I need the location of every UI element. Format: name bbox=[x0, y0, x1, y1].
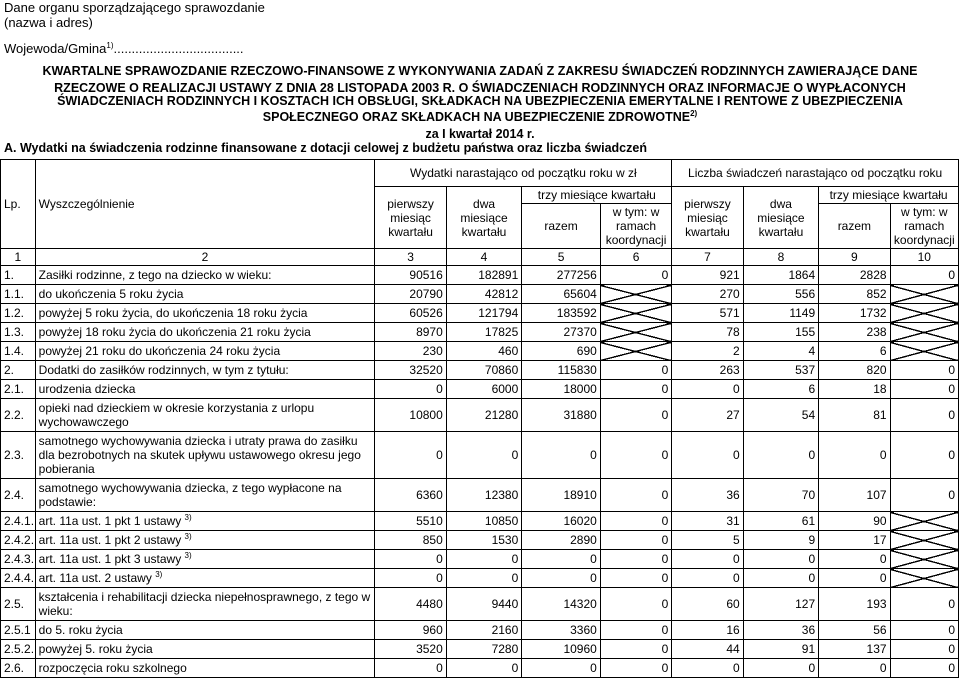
crossed-out-cell bbox=[600, 323, 671, 342]
row-description-text: powyżej 18 roku życia do ukończenia 21 roku życia bbox=[38, 325, 311, 339]
header-total-expenses: razem bbox=[522, 204, 601, 249]
value-cell: 270 bbox=[672, 285, 743, 304]
value-cell: 571 bbox=[672, 304, 743, 323]
table-row bbox=[1, 550, 959, 569]
value-cell: 537 bbox=[743, 361, 818, 380]
value-cell: 0 bbox=[890, 266, 958, 285]
value-cell: 0 bbox=[743, 659, 818, 678]
wojewoda-prefix: Wojewoda/Gmina bbox=[4, 41, 107, 56]
value-cell: 0 bbox=[890, 361, 958, 380]
value-cell: 0 bbox=[600, 550, 671, 569]
value-cell: 115830 bbox=[522, 361, 601, 380]
row-description-text: art. 11a ust. 1 pkt 2 ustawy bbox=[38, 533, 182, 547]
row-lp: 2. bbox=[1, 361, 36, 380]
value-cell: 18 bbox=[819, 380, 890, 399]
row-description-text: opieki nad dzieckiem w okresie korzystania z urlopu wychowawczego bbox=[38, 401, 315, 429]
value-cell: 0 bbox=[375, 380, 446, 399]
value-cell: 91 bbox=[743, 640, 818, 659]
header-description: Wyszczególnienie bbox=[35, 160, 375, 249]
value-cell: 36 bbox=[743, 621, 818, 640]
value-cell: 10850 bbox=[446, 512, 521, 531]
header-first-month-expenses: pierwszy miesiąc kwartału bbox=[375, 187, 446, 249]
value-cell: 0 bbox=[819, 432, 890, 479]
value-cell: 32520 bbox=[375, 361, 446, 380]
value-cell: 1530 bbox=[446, 531, 521, 550]
table-row bbox=[1, 640, 959, 659]
row-description-text: samotnego wychowywania dziecka, z tego wypłacone na podstawie: bbox=[38, 481, 342, 509]
table-row bbox=[1, 569, 959, 588]
value-cell: 8970 bbox=[375, 323, 446, 342]
value-cell: 0 bbox=[375, 659, 446, 678]
value-cell: 12380 bbox=[446, 479, 521, 512]
organ-address-label: (nazwa i adres) bbox=[4, 15, 93, 30]
value-cell: 18910 bbox=[522, 479, 601, 512]
column-number: 4 bbox=[446, 249, 521, 266]
value-cell: 850 bbox=[375, 531, 446, 550]
table-row bbox=[1, 323, 959, 342]
value-cell: 183592 bbox=[522, 304, 601, 323]
row-lp: 2.1. bbox=[1, 380, 36, 399]
column-number: 7 bbox=[672, 249, 743, 266]
header-lp: Lp. bbox=[1, 160, 36, 249]
footnote-ref: 2) bbox=[690, 109, 698, 118]
column-number: 10 bbox=[890, 249, 958, 266]
benefits-table bbox=[0, 159, 959, 678]
row-description-text: do ukończenia 5 roku życia bbox=[38, 287, 184, 301]
column-number: 1 bbox=[1, 249, 36, 266]
value-cell: 0 bbox=[600, 569, 671, 588]
row-lp: 1.4. bbox=[1, 342, 36, 361]
table-row bbox=[1, 512, 959, 531]
column-number: 6 bbox=[600, 249, 671, 266]
crossed-out-cell bbox=[890, 550, 958, 569]
table-row bbox=[1, 361, 959, 380]
row-description bbox=[35, 531, 375, 550]
crossed-out-cell bbox=[890, 342, 958, 361]
crossed-out-cell bbox=[600, 342, 671, 361]
row-description bbox=[35, 512, 375, 531]
footnote-ref: 1) bbox=[106, 41, 114, 50]
crossed-out-cell bbox=[890, 569, 958, 588]
value-cell: 0 bbox=[375, 569, 446, 588]
column-number-row bbox=[1, 249, 959, 266]
table-row bbox=[1, 285, 959, 304]
value-cell: 0 bbox=[446, 432, 521, 479]
value-cell: 0 bbox=[600, 588, 671, 621]
row-description bbox=[35, 399, 375, 432]
value-cell: 0 bbox=[672, 550, 743, 569]
footnote-ref: 3) bbox=[184, 513, 192, 522]
value-cell: 3360 bbox=[522, 621, 601, 640]
value-cell: 0 bbox=[600, 479, 671, 512]
row-description bbox=[35, 550, 375, 569]
value-cell: 54 bbox=[743, 399, 818, 432]
report-title-line4 bbox=[0, 109, 960, 126]
value-cell: 0 bbox=[672, 569, 743, 588]
value-cell: 277256 bbox=[522, 266, 601, 285]
value-cell: 0 bbox=[446, 659, 521, 678]
value-cell: 0 bbox=[743, 550, 818, 569]
table-row bbox=[1, 621, 959, 640]
value-cell: 78 bbox=[672, 323, 743, 342]
value-cell: 0 bbox=[600, 512, 671, 531]
crossed-out-cell bbox=[890, 512, 958, 531]
value-cell: 18000 bbox=[522, 380, 601, 399]
crossed-out-cell bbox=[600, 285, 671, 304]
report-title-line4-text: SPOŁECZNEGO ORAZ SKŁADKACH NA UBEZPIECZENIE ZDROWOTNE bbox=[262, 110, 691, 124]
crossed-out-cell bbox=[890, 304, 958, 323]
value-cell: 27370 bbox=[522, 323, 601, 342]
wojewoda-dots: .................................... bbox=[113, 41, 244, 56]
row-description-text: art. 11a ust. 2 ustawy bbox=[38, 571, 152, 585]
value-cell: 0 bbox=[600, 621, 671, 640]
value-cell: 0 bbox=[600, 432, 671, 479]
row-description-text: Dodatki do zasiłków rodzinnych, w tym z tytułu: bbox=[38, 363, 289, 377]
wojewoda-gmina-label bbox=[4, 41, 244, 56]
row-description-text: powyżej 5 roku życia, do ukończenia 18 roku życia bbox=[38, 306, 308, 320]
value-cell: 0 bbox=[600, 640, 671, 659]
value-cell: 10960 bbox=[522, 640, 601, 659]
row-description bbox=[35, 479, 375, 512]
value-cell: 2 bbox=[672, 342, 743, 361]
value-cell: 0 bbox=[600, 399, 671, 432]
value-cell: 2160 bbox=[446, 621, 521, 640]
row-description-text: do 5. roku życia bbox=[38, 623, 123, 637]
value-cell: 0 bbox=[890, 621, 958, 640]
row-description bbox=[35, 304, 375, 323]
value-cell: 31 bbox=[672, 512, 743, 531]
value-cell: 0 bbox=[890, 432, 958, 479]
row-description bbox=[35, 640, 375, 659]
table-row bbox=[1, 659, 959, 678]
value-cell: 70860 bbox=[446, 361, 521, 380]
row-lp: 2.4.4. bbox=[1, 569, 36, 588]
value-cell: 0 bbox=[522, 432, 601, 479]
table-row bbox=[1, 399, 959, 432]
value-cell: 0 bbox=[819, 550, 890, 569]
value-cell: 852 bbox=[819, 285, 890, 304]
row-description bbox=[35, 659, 375, 678]
column-number: 8 bbox=[743, 249, 818, 266]
value-cell: 5510 bbox=[375, 512, 446, 531]
row-description bbox=[35, 266, 375, 285]
value-cell: 238 bbox=[819, 323, 890, 342]
value-cell: 5 bbox=[672, 531, 743, 550]
value-cell: 921 bbox=[672, 266, 743, 285]
value-cell: 690 bbox=[522, 342, 601, 361]
organ-name-label: Dane organu sporządzającego sprawozdanie bbox=[4, 0, 265, 15]
value-cell: 42812 bbox=[446, 285, 521, 304]
value-cell: 0 bbox=[600, 266, 671, 285]
row-description bbox=[35, 323, 375, 342]
header-total-count: razem bbox=[819, 204, 890, 249]
value-cell: 21280 bbox=[446, 399, 521, 432]
value-cell: 1864 bbox=[743, 266, 818, 285]
crossed-out-cell bbox=[890, 323, 958, 342]
column-number: 5 bbox=[522, 249, 601, 266]
value-cell: 155 bbox=[743, 323, 818, 342]
value-cell: 9440 bbox=[446, 588, 521, 621]
value-cell: 820 bbox=[819, 361, 890, 380]
value-cell: 20790 bbox=[375, 285, 446, 304]
row-description bbox=[35, 588, 375, 621]
value-cell: 3520 bbox=[375, 640, 446, 659]
row-description bbox=[35, 432, 375, 479]
value-cell: 60526 bbox=[375, 304, 446, 323]
value-cell: 0 bbox=[743, 432, 818, 479]
row-description-text: kształcenia i rehabilitacji dziecka niepełnosprawnego, z tego w wieku: bbox=[38, 590, 371, 618]
column-number: 3 bbox=[375, 249, 446, 266]
value-cell: 0 bbox=[522, 569, 601, 588]
value-cell: 65604 bbox=[522, 285, 601, 304]
value-cell: 1149 bbox=[743, 304, 818, 323]
row-description bbox=[35, 380, 375, 399]
value-cell: 0 bbox=[600, 380, 671, 399]
row-description bbox=[35, 361, 375, 380]
value-cell: 7280 bbox=[446, 640, 521, 659]
row-description bbox=[35, 285, 375, 304]
value-cell: 6 bbox=[743, 380, 818, 399]
value-cell: 17 bbox=[819, 531, 890, 550]
value-cell: 0 bbox=[600, 361, 671, 380]
value-cell: 90 bbox=[819, 512, 890, 531]
row-lp: 2.4.2. bbox=[1, 531, 36, 550]
value-cell: 2890 bbox=[522, 531, 601, 550]
value-cell: 14320 bbox=[522, 588, 601, 621]
crossed-out-cell bbox=[600, 304, 671, 323]
header-two-months-count: dwa miesiące kwartału bbox=[743, 187, 818, 249]
header-coordination-count: w tym: w ramach koordynacji bbox=[890, 204, 958, 249]
row-description-text: powyżej 5. roku życia bbox=[38, 642, 153, 656]
value-cell: 0 bbox=[600, 531, 671, 550]
table-row bbox=[1, 479, 959, 512]
value-cell: 61 bbox=[743, 512, 818, 531]
value-cell: 2828 bbox=[819, 266, 890, 285]
value-cell: 9 bbox=[743, 531, 818, 550]
row-lp: 2.6. bbox=[1, 659, 36, 678]
table-row bbox=[1, 342, 959, 361]
row-lp: 2.2. bbox=[1, 399, 36, 432]
value-cell: 6000 bbox=[446, 380, 521, 399]
column-number: 2 bbox=[35, 249, 375, 266]
row-description bbox=[35, 342, 375, 361]
value-cell: 36 bbox=[672, 479, 743, 512]
value-cell: 0 bbox=[672, 659, 743, 678]
table-row bbox=[1, 266, 959, 285]
value-cell: 0 bbox=[522, 550, 601, 569]
value-cell: 0 bbox=[672, 380, 743, 399]
row-lp: 2.4.1. bbox=[1, 512, 36, 531]
value-cell: 0 bbox=[446, 569, 521, 588]
value-cell: 182891 bbox=[446, 266, 521, 285]
row-description-text: rozpoczęcia roku szkolnego bbox=[38, 661, 187, 675]
table-row bbox=[1, 531, 959, 550]
crossed-out-cell bbox=[890, 531, 958, 550]
value-cell: 121794 bbox=[446, 304, 521, 323]
row-lp: 1.3. bbox=[1, 323, 36, 342]
row-description-text: art. 11a ust. 1 pkt 1 ustawy bbox=[38, 514, 182, 528]
row-lp: 2.5.2. bbox=[1, 640, 36, 659]
value-cell: 230 bbox=[375, 342, 446, 361]
value-cell: 960 bbox=[375, 621, 446, 640]
value-cell: 0 bbox=[600, 659, 671, 678]
report-title-line2: RZECZOWE O REALIZACJI USTAWY Z DNIA 28 LISTOPADA 2003 R. O ŚWIADCZENIACH RODZINNYCH ORAZ INFORMACJE O WYPŁACONYCH bbox=[54, 81, 906, 95]
section-a-heading: A. Wydatki na świadczenia rodzinne finansowane z dotacji celowej z budżetu państwa oraz liczba świadczeń bbox=[4, 141, 647, 155]
report-title-line1: KWARTALNE SPRAWOZDANIE RZECZOWO-FINANSOWE Z WYKONYWANIA ZADAŃ Z ZAKRESU ŚWIADCZEŃ RODZINNYCH ZAWIERAJĄCE DANE bbox=[42, 64, 918, 78]
value-cell: 0 bbox=[375, 550, 446, 569]
value-cell: 556 bbox=[743, 285, 818, 304]
value-cell: 44 bbox=[672, 640, 743, 659]
footnote-ref: 3) bbox=[184, 532, 192, 541]
value-cell: 0 bbox=[522, 659, 601, 678]
value-cell: 0 bbox=[890, 640, 958, 659]
row-description-text: samotnego wychowywania dziecka i utraty prawa do zasiłku dla bezrobotnych na skutek upływu ustawowego okresu jego pobierania bbox=[38, 434, 361, 476]
row-lp: 2.5.1 bbox=[1, 621, 36, 640]
header-row-1 bbox=[1, 160, 959, 187]
row-lp: 2.4.3. bbox=[1, 550, 36, 569]
column-number: 9 bbox=[819, 249, 890, 266]
value-cell: 60 bbox=[672, 588, 743, 621]
row-lp: 2.4. bbox=[1, 479, 36, 512]
value-cell: 0 bbox=[672, 432, 743, 479]
value-cell: 0 bbox=[890, 479, 958, 512]
row-description-text: art. 11a ust. 1 pkt 3 ustawy bbox=[38, 552, 182, 566]
value-cell: 0 bbox=[446, 550, 521, 569]
row-lp: 2.3. bbox=[1, 432, 36, 479]
row-lp: 2.5. bbox=[1, 588, 36, 621]
value-cell: 81 bbox=[819, 399, 890, 432]
header-three-months-expenses: trzy miesiące kwartału bbox=[522, 187, 672, 204]
header-coordination-expenses: w tym: w ramach koordynacji bbox=[600, 204, 671, 249]
value-cell: 16 bbox=[672, 621, 743, 640]
table-row bbox=[1, 432, 959, 479]
value-cell: 0 bbox=[890, 380, 958, 399]
value-cell: 27 bbox=[672, 399, 743, 432]
table-row bbox=[1, 588, 959, 621]
value-cell: 4 bbox=[743, 342, 818, 361]
header-two-months-expenses: dwa miesiące kwartału bbox=[446, 187, 521, 249]
header-count: Liczba świadczeń narastająco od początku roku bbox=[672, 160, 959, 187]
value-cell: 137 bbox=[819, 640, 890, 659]
value-cell: 56 bbox=[819, 621, 890, 640]
footnote-ref: 3) bbox=[184, 551, 192, 560]
row-lp: 1.2. bbox=[1, 304, 36, 323]
table-row bbox=[1, 380, 959, 399]
report-title-line3: ŚWIADCZENIACH RODZINNYCH I KOSZTACH ICH OBSŁUGI, SKŁADKACH NA UBEZPIECZENIA EMERYTALNE I RENTOWE Z UBEZPIECZENIA bbox=[57, 94, 903, 108]
table-row bbox=[1, 304, 959, 323]
value-cell: 0 bbox=[890, 399, 958, 432]
value-cell: 1732 bbox=[819, 304, 890, 323]
row-description-text: Zasiłki rodzinne, z tego na dziecko w wieku: bbox=[38, 268, 272, 282]
value-cell: 0 bbox=[819, 569, 890, 588]
value-cell: 90516 bbox=[375, 266, 446, 285]
header-three-months-count: trzy miesiące kwartału bbox=[819, 187, 959, 204]
value-cell: 17825 bbox=[446, 323, 521, 342]
value-cell: 4480 bbox=[375, 588, 446, 621]
row-lp: 1.1. bbox=[1, 285, 36, 304]
header-expenses: Wydatki narastająco od początku roku w zł bbox=[375, 160, 672, 187]
value-cell: 6360 bbox=[375, 479, 446, 512]
crossed-out-cell bbox=[890, 285, 958, 304]
row-description-text: powyżej 21 roku do ukończenia 24 roku życia bbox=[38, 344, 281, 358]
row-description-text: urodzenia dziecka bbox=[38, 382, 136, 396]
value-cell: 6 bbox=[819, 342, 890, 361]
value-cell: 16020 bbox=[522, 512, 601, 531]
value-cell: 127 bbox=[743, 588, 818, 621]
value-cell: 31880 bbox=[522, 399, 601, 432]
report-period: za I kwartał 2014 r. bbox=[425, 127, 535, 141]
value-cell: 107 bbox=[819, 479, 890, 512]
value-cell: 193 bbox=[819, 588, 890, 621]
value-cell: 460 bbox=[446, 342, 521, 361]
value-cell: 0 bbox=[819, 659, 890, 678]
row-description bbox=[35, 621, 375, 640]
header-first-month-count: pierwszy miesiąc kwartału bbox=[672, 187, 743, 249]
row-description bbox=[35, 569, 375, 588]
value-cell: 70 bbox=[743, 479, 818, 512]
row-lp: 1. bbox=[1, 266, 36, 285]
value-cell: 0 bbox=[890, 588, 958, 621]
value-cell: 263 bbox=[672, 361, 743, 380]
footnote-ref: 3) bbox=[155, 570, 163, 579]
value-cell: 0 bbox=[743, 569, 818, 588]
value-cell: 10800 bbox=[375, 399, 446, 432]
value-cell: 0 bbox=[375, 432, 446, 479]
value-cell: 0 bbox=[890, 659, 958, 678]
